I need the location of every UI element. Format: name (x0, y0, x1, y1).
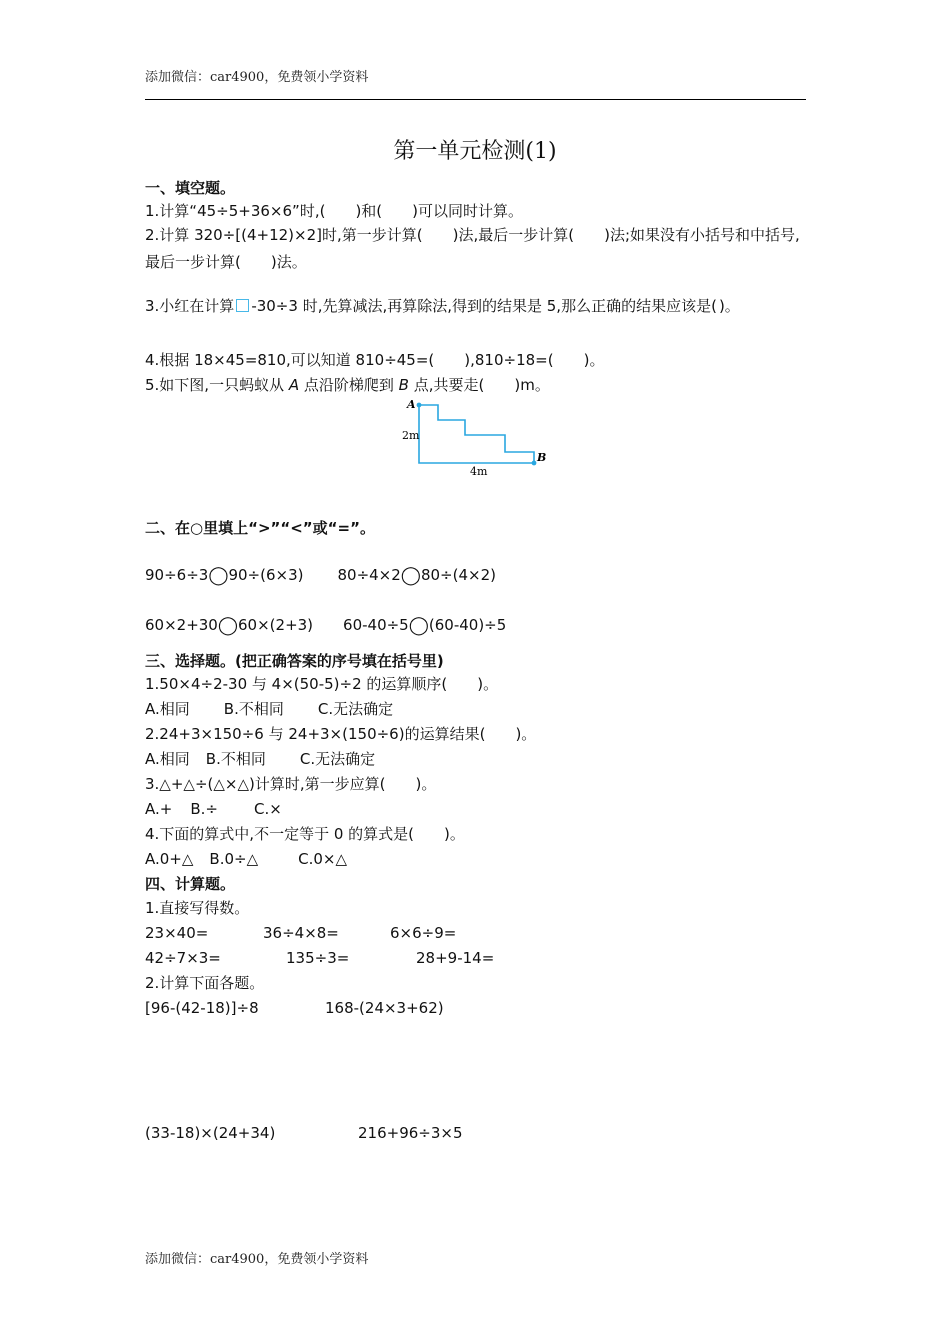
unknown-box-icon (236, 299, 249, 312)
oral-item: 28+9-14= (416, 949, 495, 967)
q-text: 点,共要走( (408, 376, 485, 394)
staircase-figure (398, 396, 558, 480)
option-b[interactable]: B.÷ (190, 800, 218, 818)
q-text: -30÷3 时,先算减法,再算除法,得到的结果是 5,那么正确的结果应该是( (251, 297, 717, 315)
compare-circle[interactable]: ◯ (408, 615, 429, 636)
q-text: )法,最后一步计算( (452, 226, 575, 244)
q-text: )。 (718, 297, 740, 315)
page-title: 第一单元检测(1) (393, 139, 557, 164)
question-3-1 (145, 673, 498, 695)
section-heading-compare: 二、在○里填上“>”“<”或“=”。 (145, 519, 375, 537)
page-footer-note: 添加微信：car4900，免费领小学资料 (145, 1252, 369, 1267)
q-text: 4.下面的算式中,不一定等于 0 的算式是( (145, 825, 415, 843)
options-3-4 (145, 848, 347, 870)
compare-row-1 (145, 564, 496, 587)
option-c[interactable]: C.无法确定 (317, 700, 394, 718)
option-a[interactable]: A.相同 (145, 750, 190, 768)
options-3-3 (145, 798, 282, 820)
oral-item: 135÷3= (286, 949, 350, 967)
oral-item: 23×40= (145, 924, 209, 942)
option-c[interactable]: C.0×△ (298, 850, 348, 868)
options-3-1 (145, 698, 393, 720)
question-1-4 (145, 349, 604, 371)
q-text: )m。 (514, 376, 550, 394)
option-b[interactable]: B.不相同 (223, 700, 284, 718)
oral-item: 6×6÷9= (390, 924, 457, 942)
question-1-5 (145, 374, 550, 396)
point-b-dot (532, 461, 537, 466)
q-text: 5.如下图,一只蚂蚁从 (145, 376, 289, 394)
point-label: A (288, 376, 300, 394)
q-text: )。 (444, 825, 465, 843)
calc-row-2 (145, 1122, 463, 1144)
q-text: 2.24+3×150÷6 与 24+3×(150÷6)的运算结果( (145, 725, 486, 743)
calc-item: 168-(24×3+62) (325, 999, 444, 1017)
expr-left: 60×2+30 (145, 616, 218, 634)
compare-circle[interactable]: ◯ (208, 565, 229, 586)
calc-row-1 (145, 997, 444, 1019)
oral-item: 36÷4×8= (263, 924, 339, 942)
q-text: ),810÷18=( (464, 351, 554, 369)
section-heading-fill-blank: 一、填空题。 (145, 179, 236, 197)
question-3-3 (145, 773, 436, 795)
q-text: )和( (355, 202, 383, 220)
q-text: 1.50×4÷2-30 与 4×(50-5)÷2 的运算顺序( (145, 675, 448, 693)
q-text: 点沿阶梯爬到 (299, 376, 399, 394)
page-header-note: 添加微信：car4900，免费领小学资料 (145, 70, 369, 85)
section-heading-choice: 三、选择题。(把正确答案的序号填在括号里) (145, 652, 444, 670)
option-b[interactable]: B.不相同 (205, 750, 266, 768)
compare-circle[interactable]: ◯ (400, 565, 421, 586)
sub-heading-oral: 1.直接写得数。 (145, 899, 250, 917)
q-text: )。 (583, 351, 605, 369)
calc-item: [96-(42-18)]÷8 (145, 999, 259, 1017)
oral-item: 42÷7×3= (145, 949, 221, 967)
figure-label-a: A (407, 398, 416, 411)
question-1-1 (145, 200, 523, 222)
calc-item: 216+96÷3×5 (358, 1124, 463, 1142)
point-label: B (398, 376, 409, 394)
expr-left: 60-40÷5 (343, 616, 409, 634)
q-text: 1.计算“45÷5+36×6”时,( (145, 202, 326, 220)
q-text: 4.根据 18×45=810,可以知道 810÷45=( (145, 351, 435, 369)
q-text: )法。 (270, 253, 307, 271)
expr-right: 80÷(4×2) (420, 566, 496, 584)
options-3-2 (145, 748, 375, 770)
q-text: 3.△+△÷(△×△)计算时,第一步应算( (145, 775, 386, 793)
q-text: )。 (515, 725, 537, 743)
option-a[interactable]: A.+ (145, 800, 173, 818)
figure-width-label: 4m (470, 465, 488, 478)
q-text: )可以同时计算。 (412, 202, 524, 220)
section-heading-calculation: 四、计算题。 (145, 875, 236, 893)
point-a-dot (417, 403, 422, 408)
q-text: 2.计算 320÷[(4+12)×2]时,第一步计算( (145, 226, 423, 244)
question-1-2 (145, 222, 810, 276)
expr-left: 90÷6÷3 (145, 566, 209, 584)
expr-left: 80÷4×2 (337, 566, 401, 584)
compare-circle[interactable]: ◯ (217, 615, 239, 636)
calc-item: (33-18)×(24+34) (145, 1124, 276, 1142)
q-text: )法;如果没有小括号和中括号,最后一步计算( (145, 226, 800, 271)
expr-right: (60-40)÷5 (428, 616, 507, 634)
staircase-outline (419, 405, 534, 463)
compare-row-2 (145, 614, 506, 637)
option-a[interactable]: A.0+△ (145, 850, 194, 868)
sub-heading-calc: 2.计算下面各题。 (145, 974, 265, 992)
figure-height-label: 2m (402, 429, 420, 442)
oral-row-1 (145, 922, 456, 944)
option-b[interactable]: B.0÷△ (209, 850, 259, 868)
question-3-4 (145, 823, 465, 845)
option-c[interactable]: C.× (253, 800, 282, 818)
expr-right: 60×(2+3) (238, 616, 314, 634)
question-3-2 (145, 723, 536, 745)
q-text: )。 (477, 675, 499, 693)
figure-label-b: B (537, 451, 547, 464)
option-a[interactable]: A.相同 (145, 700, 190, 718)
option-c[interactable]: C.无法确定 (299, 750, 376, 768)
oral-row-2 (145, 947, 494, 969)
q-text: 3.小红在计算 (145, 297, 235, 315)
question-1-3 (145, 289, 810, 324)
header-divider (145, 99, 806, 100)
expr-right: 90÷(6×3) (228, 566, 304, 584)
q-text: )。 (415, 775, 437, 793)
